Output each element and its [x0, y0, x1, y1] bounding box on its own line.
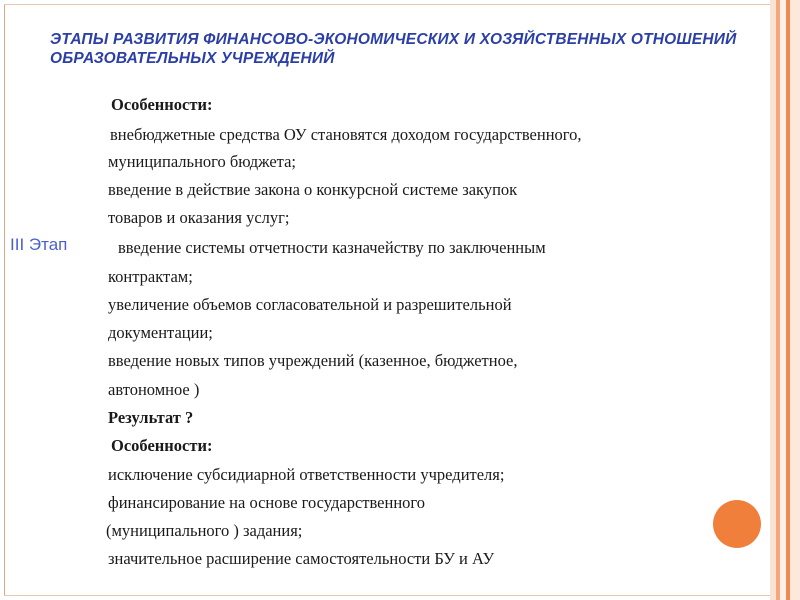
frame-left-border — [4, 4, 5, 596]
stage-label: III Этап — [10, 235, 68, 254]
features-heading: Особенности: — [111, 95, 213, 114]
content-line: муниципального бюджета; — [108, 152, 296, 171]
slide-title: ЭТАПЫ РАЗВИТИЯ ФИНАНСОВО-ЭКОНОМИЧЕСКИХ И ХОЗЯЙСТВЕННЫХ ОТНОШЕНИЙ ОБРАЗОВАТЕЛЬНЫХ УЧРЕЖДЕНИЙ — [50, 31, 737, 67]
content-line: документации; — [108, 323, 213, 342]
content-line: введение системы отчетности казначейству по заключенным — [118, 238, 546, 257]
content-line: введение новых типов учреждений (казенное, бюджетное, — [108, 351, 518, 370]
content-line: финансирование на основе государственного — [108, 493, 426, 512]
features-heading: Особенности: — [111, 436, 213, 455]
content-line: контрактам; — [108, 267, 193, 286]
content-line: (муниципального ) задания; — [106, 521, 303, 540]
content-line: увеличение объемов согласовательной и разрешительной — [108, 295, 512, 314]
accent-circle — [713, 500, 761, 548]
result-heading: Результат ? — [108, 408, 194, 427]
content-line: введение в действие закона о конкурсной системе закупок — [108, 180, 518, 199]
content-line: автономное ) — [108, 380, 200, 399]
content-line: внебюджетные средства ОУ становятся доходом государственного, — [110, 125, 582, 144]
frame-top-border — [4, 4, 772, 5]
decorative-stripes — [770, 0, 800, 600]
content-line: исключение субсидиарной ответственности учредителя; — [108, 465, 505, 484]
content-line: значительное расширение самостоятельности БУ и АУ — [108, 549, 495, 568]
frame-bottom-border — [4, 595, 772, 596]
content-line: товаров и оказания услуг; — [108, 208, 290, 227]
